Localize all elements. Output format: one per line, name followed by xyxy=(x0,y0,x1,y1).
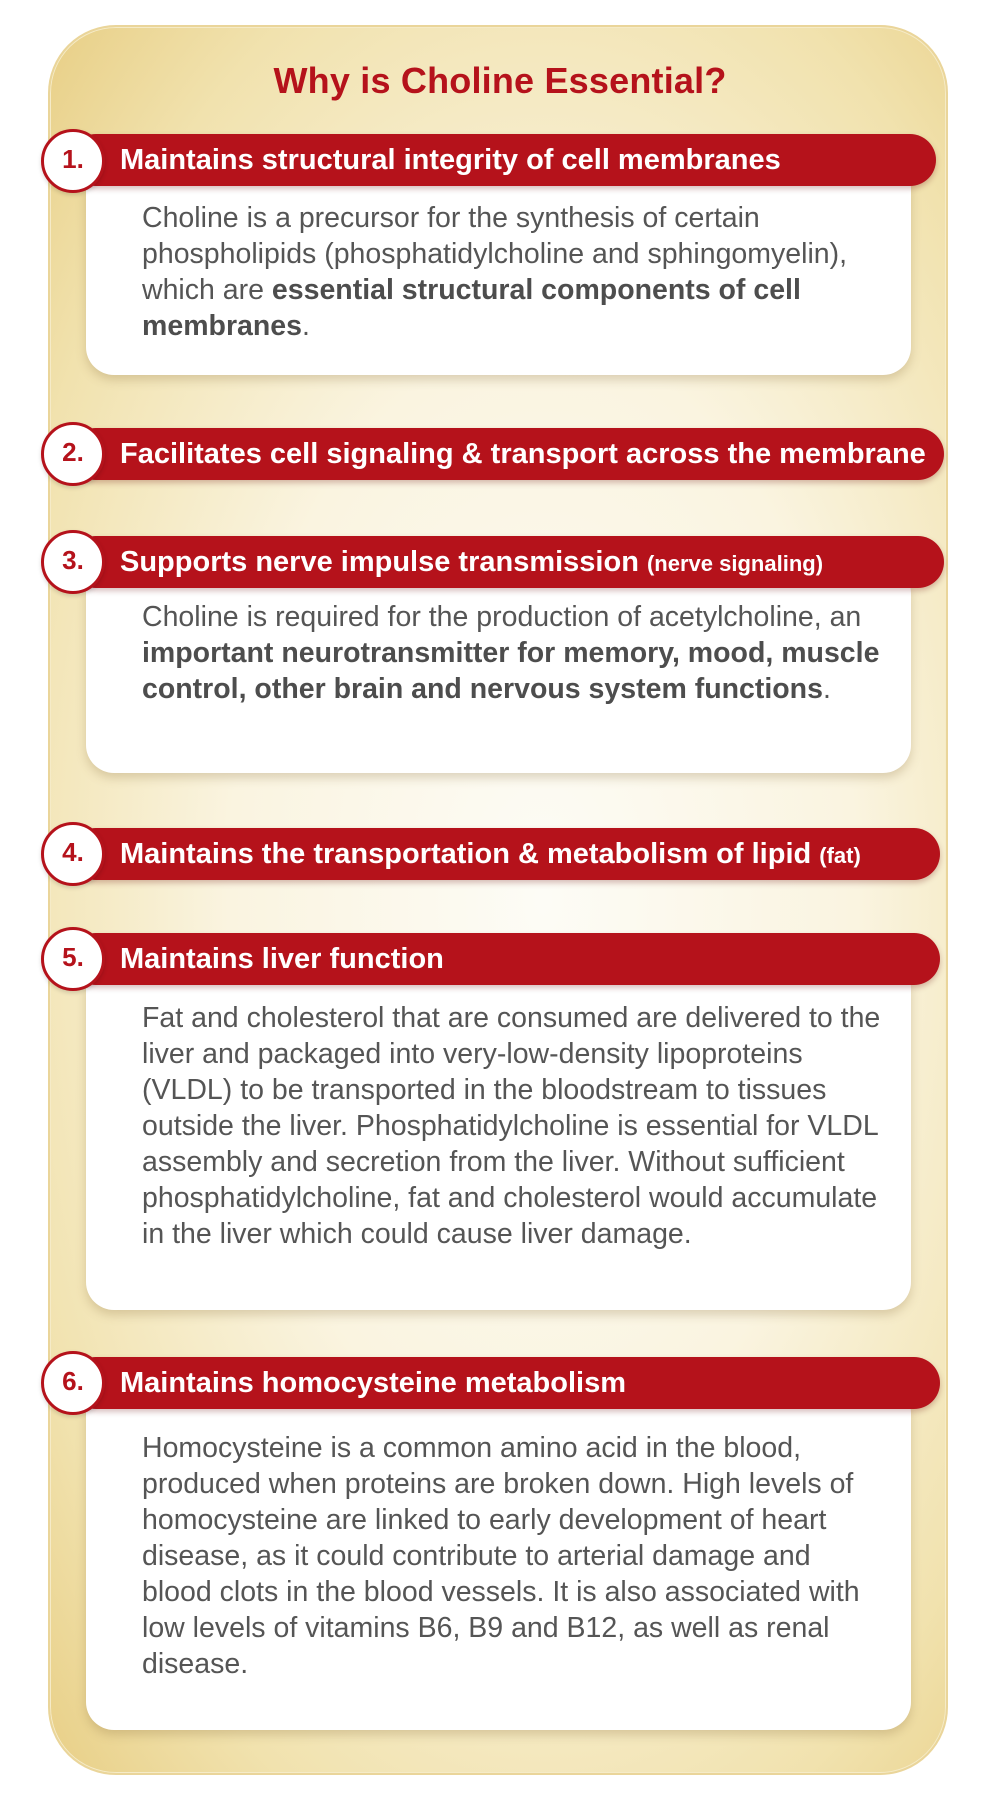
item-1-number-badge: 1. xyxy=(41,129,105,193)
item-2-heading: Facilitates cell signaling & transport across the membrane xyxy=(120,438,926,470)
item-2-number-badge: 2. xyxy=(41,422,105,486)
item-6-number-badge: 6. xyxy=(41,1351,105,1415)
item-5-card xyxy=(86,960,911,1310)
item-6-heading: Maintains homocysteine metabolism xyxy=(120,1367,627,1399)
item-1-heading-bar xyxy=(70,134,936,186)
item-4-heading-note: (fat) xyxy=(819,843,861,868)
item-3-card xyxy=(86,565,911,773)
item-4-heading-bar xyxy=(70,828,940,880)
item-3-number-badge: 3. xyxy=(41,530,105,594)
item-4-number-badge: 4. xyxy=(41,822,105,886)
page-title: Why is Choline Essential? xyxy=(273,60,727,101)
item-3-heading-bar xyxy=(70,536,944,588)
item-1-body: Choline is a precursor for the synthesis of certain phospholipids (phosphatidylcholine and sphingomyelin), which are essential structural components of cell membranes. xyxy=(142,202,848,342)
item-5-number-badge: 5. xyxy=(41,927,105,991)
item-4-heading: Maintains the transportation & metabolism of lipid xyxy=(120,838,812,870)
item-5-body: Fat and cholesterol that are consumed are delivered to the liver and packaged into very-low-density lipoproteins (VLDL) to be transported in the bloodstream to tissues outside the liver. Phosphatidylcholine is essential for VLDL assembly and secretion from the liver. Without sufficient phosphatidylcholine, fat and cholesterol would accumulate in the liver which could cause liver damage. xyxy=(142,1002,881,1250)
item-3-heading: Supports nerve impulse transmission xyxy=(120,546,639,578)
item-3-heading-note: (nerve signaling) xyxy=(646,551,824,576)
item-2-heading-bar xyxy=(70,428,944,480)
item-5-heading: Maintains liver function xyxy=(120,943,444,975)
item-6-body: Homocysteine is a common amino acid in the blood, produced when proteins are broken down. High levels of homocysteine are linked to early development of heart disease, as it could contribute to arterial damage and blood clots in the blood vessels. It is also associated with low levels of vitamins B6, B9 and B12, as well as renal disease. xyxy=(142,1432,860,1680)
item-5-heading-bar xyxy=(70,933,940,985)
item-3-body: Choline is required for the production of acetylcholine, an important neurotransmitter for memory, mood, muscle control, other brain and nervous system functions. xyxy=(142,601,880,705)
item-6-card xyxy=(86,1385,911,1730)
item-6-heading-bar xyxy=(70,1357,940,1409)
item-1-card xyxy=(86,160,911,375)
item-1-heading: Maintains structural integrity of cell membranes xyxy=(120,144,781,176)
